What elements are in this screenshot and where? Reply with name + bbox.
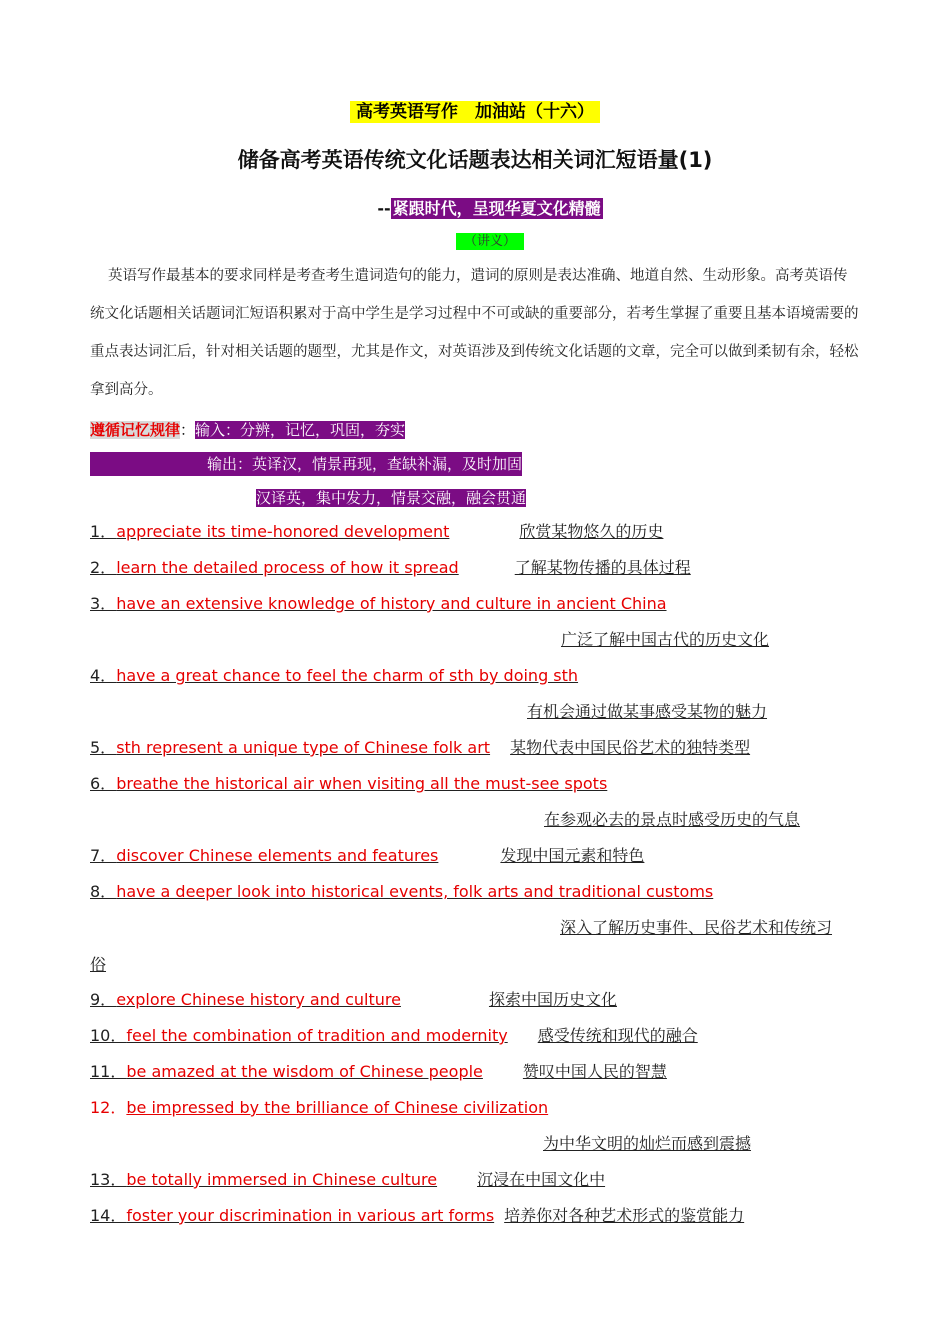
page-title: 储备高考英语传统文化话题表达相关词汇短语量(1) bbox=[237, 148, 713, 172]
item-chinese: 感受传统和现代的融合 bbox=[537, 1026, 698, 1045]
item-number: 3． bbox=[90, 594, 117, 613]
item-english: feel the combination of tradition and modernity bbox=[126, 1026, 508, 1045]
item-chinese: 有机会通过做某事感受某物的魅力 bbox=[527, 702, 768, 721]
rules-output-2: 汉译英，集中发力，情景交融，融会贯通 bbox=[256, 489, 527, 507]
item-number: 5． bbox=[90, 738, 117, 757]
item-number: 11． bbox=[90, 1062, 127, 1081]
item-chinese: 深入了解历史事件、民俗艺术和传统习 bbox=[560, 918, 833, 937]
list-item bbox=[90, 1060, 667, 1084]
list-item bbox=[90, 1024, 698, 1048]
header-tag: 高考英语写作 加油站（十六） bbox=[350, 101, 600, 123]
item-english: learn the detailed process of how it spread bbox=[116, 558, 459, 577]
item-english: be impressed by the brilliance of Chinese civilization bbox=[126, 1098, 549, 1117]
item-chinese: 某物代表中国民俗艺术的独特类型 bbox=[510, 738, 751, 757]
list-item bbox=[90, 1168, 605, 1192]
label-row bbox=[0, 230, 950, 249]
rules-input: 输入：分辨，记忆，巩固，夯实 bbox=[195, 421, 406, 439]
item-chinese: 沉浸在中国文化中 bbox=[477, 1170, 606, 1189]
item-chinese: 广泛了解中国古代的历史文化 bbox=[561, 630, 770, 649]
rules-row-1 bbox=[90, 418, 405, 442]
item-chinese: 为中华文明的灿烂而感到震撼 bbox=[543, 1134, 752, 1153]
list-item bbox=[90, 1204, 744, 1228]
item-english: foster your discrimination in various art forms bbox=[126, 1206, 495, 1225]
item-chinese: 在参观必去的景点时感受历史的气息 bbox=[544, 810, 801, 829]
item-english: discover Chinese elements and features bbox=[116, 846, 439, 865]
item-english: have an extensive knowledge of history and culture in ancient China bbox=[116, 594, 667, 613]
list-item bbox=[90, 556, 691, 580]
item-chinese: 探索中国历史文化 bbox=[488, 990, 617, 1009]
item-number: 14． bbox=[90, 1206, 127, 1225]
intro-paragraph: 英语写作最基本的要求同样是考查考生遣词造句的能力，遣词的原则是表达准确、地道自然、生动形象。高考英语传统文化话题相关话题词汇短语积累对于高中学生是学习过程中不可或缺的重要部分，若考生掌握了重要且基本语境需要的重点表达词汇后，针对相关话题的题型，尤其是作文，对英语涉及到传统文化话题的文章，完全可以做到柔韧有余，轻松拿到高分。 bbox=[90, 268, 859, 398]
item-number: 9． bbox=[90, 990, 117, 1009]
item-number: 8． bbox=[90, 882, 117, 901]
item-english: be amazed at the wisdom of Chinese people bbox=[126, 1062, 483, 1081]
item-english: have a great chance to feel the charm of sth by doing sth bbox=[116, 666, 579, 685]
item-chinese: 培养你对各种艺术形式的鉴赏能力 bbox=[504, 1206, 745, 1225]
title-row bbox=[0, 144, 950, 174]
list-item bbox=[90, 664, 578, 688]
item-number: 4． bbox=[90, 666, 117, 685]
item-number: 13． bbox=[90, 1170, 127, 1189]
list-item bbox=[90, 736, 750, 760]
item-english: be totally immersed in Chinese culture bbox=[126, 1170, 438, 1189]
item-number: 6． bbox=[90, 774, 117, 793]
item-english: have a deeper look into historical events, folk arts and traditional customs bbox=[116, 882, 714, 901]
item-chinese: 了解某物传播的具体过程 bbox=[514, 558, 691, 577]
header-tag-row bbox=[0, 97, 950, 122]
item-number: 1． bbox=[90, 522, 117, 541]
item-chinese: 赞叹中国人民的智慧 bbox=[522, 1062, 667, 1081]
list-item bbox=[90, 592, 667, 616]
item-number: 12． bbox=[90, 1098, 127, 1117]
item-chinese: 发现中国元素和特色 bbox=[500, 846, 645, 865]
list-item bbox=[90, 988, 617, 1012]
item-english: breathe the historical air when visiting all the must-see spots bbox=[116, 774, 608, 793]
list-item bbox=[90, 844, 644, 868]
list-item bbox=[90, 1096, 548, 1120]
list-item bbox=[90, 520, 663, 544]
list-item bbox=[90, 772, 607, 796]
list-item bbox=[90, 880, 713, 904]
item-english: explore Chinese history and culture bbox=[116, 990, 401, 1009]
rules-row-3 bbox=[256, 486, 526, 510]
subtitle-row bbox=[0, 196, 950, 219]
rules-label: 遵循记忆规律 bbox=[90, 421, 181, 439]
item-number: 10． bbox=[90, 1026, 127, 1045]
rules-colon: ： bbox=[180, 421, 196, 439]
subtitle: 紧跟时代，呈现华夏文化精髓 bbox=[392, 199, 601, 218]
item-number: 2． bbox=[90, 558, 117, 577]
subtitle-prefix: -- bbox=[377, 199, 391, 218]
rules-output-1: 输出：英译汉，情景再现，查缺补漏，及时加固 bbox=[90, 452, 522, 476]
handout-label: （讲义） bbox=[456, 233, 524, 250]
item-chinese-continued: 俗 bbox=[90, 955, 107, 974]
item-number: 7． bbox=[90, 846, 117, 865]
rules-row-2 bbox=[90, 452, 522, 476]
item-english: sth represent a unique type of Chinese folk art bbox=[116, 738, 491, 757]
item-english: appreciate its time-honored development bbox=[116, 522, 450, 541]
item-chinese: 欣赏某物悠久的历史 bbox=[519, 522, 664, 541]
